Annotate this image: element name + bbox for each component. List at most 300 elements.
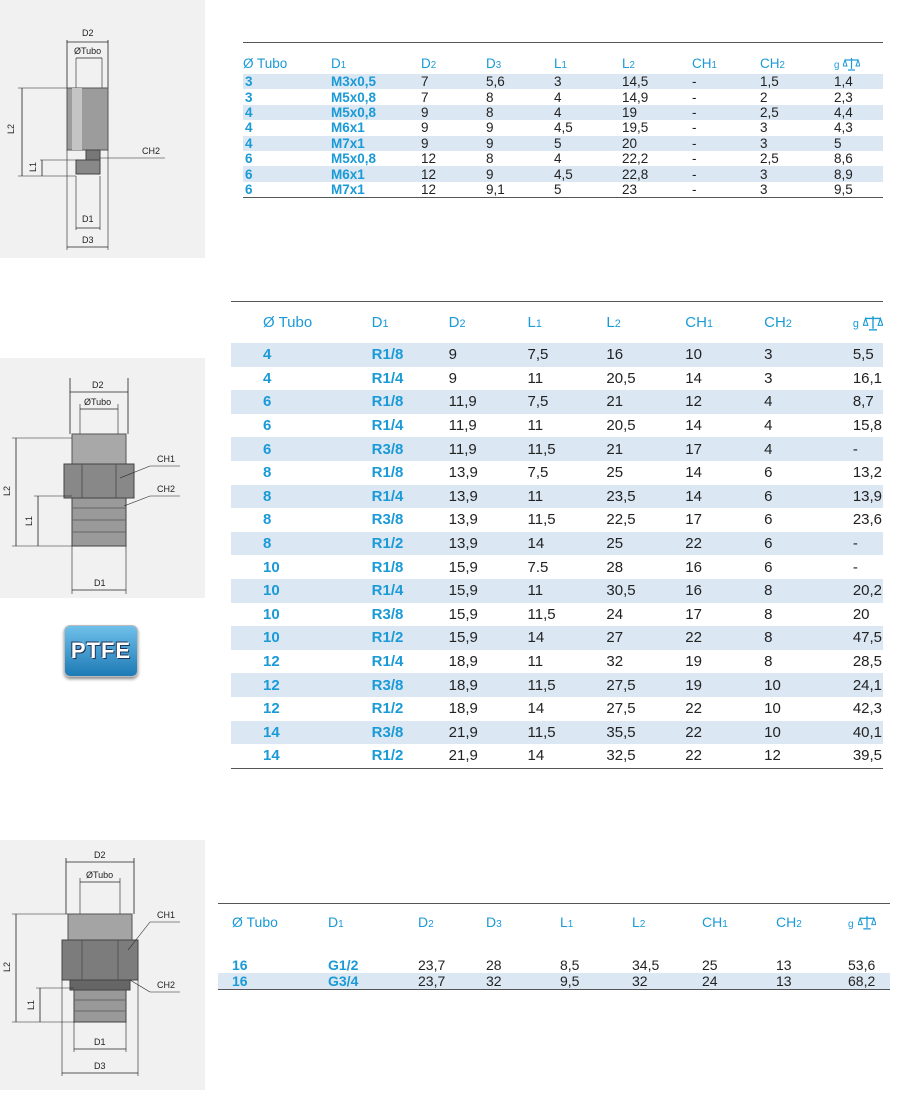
table-cell: M6x1 bbox=[331, 166, 421, 181]
spacer-row bbox=[218, 940, 890, 957]
col-header-l2: L2 bbox=[606, 302, 685, 344]
table-cell: 22 bbox=[685, 700, 702, 718]
table-cell: 4 bbox=[243, 105, 331, 120]
table-cell: R1/4 bbox=[372, 485, 449, 509]
col-header-d3: D3 bbox=[486, 43, 554, 75]
table-cell: 22,2 bbox=[622, 151, 649, 167]
table-cell: 12 bbox=[421, 151, 437, 167]
col-header-ch2: CH2 bbox=[760, 43, 834, 75]
table-cell: 4 bbox=[764, 417, 773, 435]
table-cell: 8 bbox=[764, 653, 773, 671]
table-header-row bbox=[231, 302, 883, 344]
table-cell: 16 bbox=[232, 957, 248, 973]
table-cell: 12 bbox=[685, 390, 764, 414]
table-cell: 13,9 bbox=[449, 532, 528, 556]
col-header-l2: L2 bbox=[622, 43, 692, 75]
table-cell: 6 bbox=[764, 532, 853, 556]
table-cell: 11,5 bbox=[528, 437, 607, 461]
table-cell: 8 bbox=[263, 511, 272, 529]
table-cell: 9 bbox=[449, 343, 528, 367]
col-header-l2: L2 bbox=[632, 904, 702, 941]
table-cell: 7 bbox=[421, 89, 429, 105]
table-cell: 7,5 bbox=[527, 464, 549, 482]
table-cell: - bbox=[692, 151, 697, 167]
col-header-l1: L1 bbox=[528, 302, 607, 344]
table-cell: - bbox=[692, 74, 760, 89]
col-header-weight: g bbox=[834, 43, 883, 75]
table-cell: 19,5 bbox=[622, 120, 649, 136]
table-cell: 4,4 bbox=[834, 105, 883, 120]
label-d1: D1 bbox=[94, 578, 106, 588]
table-row bbox=[243, 166, 883, 181]
fitting-diagram-3 bbox=[0, 840, 205, 1090]
table-cell: 9 bbox=[448, 369, 457, 387]
table-cell: 28,5 bbox=[852, 653, 883, 671]
col-header-d2: D2 bbox=[449, 302, 528, 344]
col-header-ch1: CH1 bbox=[685, 302, 764, 344]
table-cell: 23,7 bbox=[418, 973, 486, 990]
table-cell: 6 bbox=[243, 182, 331, 198]
table-cell: 12 bbox=[421, 182, 486, 198]
table-cell: 2,3 bbox=[834, 89, 853, 105]
label-d1: D1 bbox=[94, 1037, 106, 1047]
table-cell: 23,6 bbox=[852, 511, 883, 529]
table-cell: 4 bbox=[263, 369, 272, 387]
table-cell: 3 bbox=[764, 343, 853, 367]
col-header-tube: Ø Tubo bbox=[243, 43, 331, 75]
table-cell: - bbox=[692, 105, 760, 120]
table-cell: 27,5 bbox=[606, 700, 636, 718]
table-cell: 3 bbox=[760, 166, 834, 181]
table-cell: 27 bbox=[606, 626, 685, 650]
fitting-diagram-1 bbox=[0, 0, 205, 258]
table-cell: 4 bbox=[764, 437, 853, 461]
table-cell: 14 bbox=[685, 369, 702, 387]
table-cell: 28 bbox=[606, 558, 624, 576]
ptfe-badge bbox=[64, 625, 138, 677]
table-row bbox=[243, 89, 883, 104]
table-cell: 22 bbox=[685, 532, 764, 556]
table-cell: 18,9 bbox=[448, 653, 478, 671]
table-cell: 4,5 bbox=[554, 120, 573, 136]
table-cell: 47,5 bbox=[853, 626, 883, 650]
table-cell: 6 bbox=[231, 437, 372, 461]
table-cell: R1/8 bbox=[371, 464, 404, 482]
table-cell: 25 bbox=[606, 532, 685, 556]
label-d3: D3 bbox=[94, 1061, 106, 1071]
table-cell: 11,9 bbox=[449, 390, 528, 414]
table-cell: 20,2 bbox=[853, 579, 883, 603]
label-l2: L2 bbox=[2, 485, 12, 496]
table-cell: 25 bbox=[702, 957, 718, 973]
table-cell: 3 bbox=[554, 74, 622, 89]
table-cell: 3 bbox=[243, 74, 331, 89]
table-cell: 3 bbox=[760, 136, 834, 151]
table-cell: 30,5 bbox=[606, 579, 685, 603]
table-cell: R3/8 bbox=[372, 721, 449, 745]
table-cell: 16,1 bbox=[852, 369, 883, 387]
table-row bbox=[243, 74, 883, 89]
table-row bbox=[243, 136, 883, 151]
table-cell: 5,5 bbox=[853, 343, 883, 367]
table-cell: 9,5 bbox=[560, 973, 632, 990]
spec-table-1 bbox=[243, 42, 883, 198]
table-cell: 32 bbox=[606, 653, 624, 671]
table-cell: 14 bbox=[528, 532, 607, 556]
table-cell: 13,2 bbox=[852, 464, 883, 482]
table-cell: 2 bbox=[760, 89, 768, 105]
table-row bbox=[231, 721, 883, 745]
table-cell: 27,5 bbox=[606, 673, 685, 697]
table-cell: 6 bbox=[263, 417, 272, 435]
table-cell: 4 bbox=[554, 151, 562, 167]
table-cell: 24 bbox=[606, 605, 624, 623]
table-cell: 21 bbox=[606, 437, 685, 461]
col-header-tube: Ø Tubo bbox=[231, 302, 372, 344]
table-cell: 8,9 bbox=[834, 166, 883, 181]
table-cell: 11 bbox=[527, 653, 544, 671]
label-l1: L1 bbox=[28, 161, 38, 172]
table-cell: 9 bbox=[421, 105, 486, 120]
table-cell: 6 bbox=[231, 390, 372, 414]
table-cell: 4 bbox=[245, 120, 253, 136]
table-cell: 11,5 bbox=[528, 673, 607, 697]
table-row bbox=[243, 120, 883, 135]
table-cell: 11,9 bbox=[448, 417, 477, 435]
table-cell: 23,5 bbox=[606, 485, 685, 509]
table-cell: R1/2 bbox=[371, 700, 404, 718]
table-cell: 35,5 bbox=[606, 721, 685, 745]
label-d2: D2 bbox=[92, 380, 104, 390]
table-cell: - bbox=[692, 182, 760, 198]
table-cell: R3/8 bbox=[372, 437, 449, 461]
table-cell: 39,5 bbox=[853, 744, 883, 768]
table-cell: 12 bbox=[231, 673, 372, 697]
table-cell: 8,5 bbox=[560, 957, 580, 973]
table-cell: 53,6 bbox=[848, 957, 876, 973]
table-cell: 12 bbox=[263, 653, 280, 671]
table-cell: 8 bbox=[764, 579, 853, 603]
table-cell: 68,2 bbox=[848, 973, 890, 990]
table-cell: 12 bbox=[764, 744, 853, 768]
table-cell: 11,5 bbox=[528, 721, 607, 745]
table-cell: 17 bbox=[685, 511, 702, 529]
table-cell: 3 bbox=[245, 89, 253, 105]
label-d2: D2 bbox=[82, 28, 94, 38]
table-cell: 4,5 bbox=[554, 166, 622, 181]
table-cell: 2,5 bbox=[760, 105, 834, 120]
table-cell: 22,5 bbox=[606, 511, 636, 529]
table-cell: - bbox=[692, 120, 697, 136]
table-cell: 3 bbox=[760, 120, 768, 136]
table-cell: R1/4 bbox=[371, 369, 404, 387]
table-row bbox=[231, 579, 883, 603]
table-cell: 8 bbox=[764, 626, 853, 650]
table-cell: 9 bbox=[486, 136, 554, 151]
table-cell: 15,9 bbox=[448, 558, 478, 576]
table-cell: 14 bbox=[528, 626, 607, 650]
table-cell: M7x1 bbox=[331, 182, 421, 198]
table-row bbox=[231, 603, 883, 627]
col-header-l1: L1 bbox=[554, 43, 622, 75]
table-cell: 13 bbox=[776, 973, 848, 990]
table-cell: - bbox=[853, 437, 883, 461]
table-cell: R1/2 bbox=[372, 626, 449, 650]
table-cell: 10 bbox=[263, 558, 280, 576]
label-ch2: CH2 bbox=[142, 146, 161, 156]
table-cell: 20 bbox=[622, 136, 692, 151]
table-cell: 4 bbox=[554, 105, 622, 120]
label-ch2: CH2 bbox=[157, 980, 176, 990]
table-row bbox=[231, 485, 883, 509]
table-cell: 12 bbox=[263, 700, 280, 718]
table-cell: 4 bbox=[231, 343, 372, 367]
table-cell: M6x1 bbox=[331, 120, 365, 136]
table-cell: 14 bbox=[685, 417, 702, 435]
table-cell: 32 bbox=[486, 973, 560, 990]
table-cell: 10 bbox=[685, 343, 764, 367]
label-ch2: CH2 bbox=[157, 484, 176, 494]
table-cell: 16 bbox=[218, 973, 328, 990]
table-cell: 7 bbox=[421, 74, 486, 89]
col-header-ch2: CH2 bbox=[764, 302, 853, 344]
table-cell: 9 bbox=[421, 120, 429, 136]
table-cell: 15,9 bbox=[448, 605, 478, 623]
table-cell: 9 bbox=[486, 166, 554, 181]
col-header-ch1: CH1 bbox=[692, 43, 760, 75]
table-cell: 18,9 bbox=[448, 700, 478, 718]
table-cell: 11 bbox=[527, 369, 544, 387]
table-cell: 19 bbox=[685, 653, 702, 671]
table-cell: 10 bbox=[764, 700, 781, 718]
table-row bbox=[218, 957, 890, 973]
table-cell: 6 bbox=[245, 151, 253, 167]
table-row bbox=[231, 532, 883, 556]
table-cell: M3x0,5 bbox=[331, 74, 421, 89]
table-row bbox=[231, 414, 883, 438]
label-ch1: CH1 bbox=[157, 910, 176, 920]
table-cell: 6 bbox=[243, 166, 331, 181]
table-cell: G1/2 bbox=[328, 957, 359, 973]
table-cell: 13 bbox=[776, 957, 792, 973]
table-row bbox=[243, 182, 883, 198]
col-header-tube: Ø Tubo bbox=[218, 904, 328, 941]
table-cell: 3 bbox=[760, 182, 834, 198]
table-cell: 9 bbox=[421, 136, 486, 151]
table-cell: 11 bbox=[528, 485, 607, 509]
table-cell: 13,9 bbox=[853, 485, 883, 509]
col-header-d2: D2 bbox=[421, 43, 486, 75]
table-cell: 5 bbox=[834, 136, 883, 151]
label-tube-diameter: ØTubo bbox=[86, 870, 114, 880]
table-cell: 7,5 bbox=[528, 390, 607, 414]
table-cell: 25 bbox=[606, 464, 624, 482]
table-cell: 14 bbox=[231, 744, 372, 768]
table-cell: - bbox=[852, 558, 858, 576]
table-cell: 14 bbox=[685, 485, 764, 509]
table-cell: 40,1 bbox=[853, 721, 883, 745]
table-cell: R3/8 bbox=[371, 605, 404, 623]
table-cell: 11,9 bbox=[449, 437, 528, 461]
label-ch1: CH1 bbox=[157, 454, 176, 464]
table-cell: 42,3 bbox=[852, 700, 883, 718]
table-cell: 6 bbox=[764, 511, 773, 529]
label-l2: L2 bbox=[6, 123, 16, 134]
col-header-d1: D1 bbox=[331, 43, 421, 75]
table-cell: R3/8 bbox=[372, 673, 449, 697]
table-row bbox=[231, 626, 883, 650]
table-cell: 14 bbox=[528, 744, 607, 768]
table-cell: 5 bbox=[554, 136, 622, 151]
table-cell: 7,5 bbox=[528, 343, 607, 367]
table-cell: 21,9 bbox=[449, 721, 528, 745]
fitting-diagram-2 bbox=[0, 358, 205, 598]
table-row bbox=[231, 437, 883, 461]
table-row bbox=[231, 697, 883, 721]
table-cell: 15,9 bbox=[449, 626, 528, 650]
table-cell: 16 bbox=[685, 558, 702, 576]
table-header-row bbox=[218, 904, 890, 941]
table-row bbox=[231, 673, 883, 697]
table-cell: 1,4 bbox=[834, 74, 883, 89]
col-header-weight: g bbox=[853, 302, 883, 344]
table-cell: R1/8 bbox=[372, 390, 449, 414]
table-cell: 5,6 bbox=[486, 74, 554, 89]
table-cell: 3 bbox=[764, 369, 773, 387]
table-cell: 20,5 bbox=[606, 417, 636, 435]
table-cell: 8 bbox=[764, 605, 773, 623]
col-header-ch1: CH1 bbox=[702, 904, 776, 941]
table-cell: 8,7 bbox=[853, 390, 883, 414]
label-d3: D3 bbox=[82, 235, 94, 245]
table-cell: 4 bbox=[243, 136, 331, 151]
balance-scale-icon bbox=[843, 57, 860, 71]
table-cell: 22 bbox=[685, 721, 764, 745]
table-cell: 8 bbox=[486, 89, 494, 105]
table-cell: 13,9 bbox=[449, 485, 528, 509]
table-cell: 5 bbox=[554, 182, 622, 198]
table-cell: 8 bbox=[486, 105, 554, 120]
table-cell: M5x0,8 bbox=[331, 151, 377, 167]
table-cell: 14 bbox=[231, 721, 372, 745]
table-cell: 15,9 bbox=[449, 579, 528, 603]
table-header-row bbox=[243, 43, 883, 75]
table-cell: - bbox=[853, 532, 883, 556]
table-cell: 11 bbox=[528, 579, 607, 603]
table-row bbox=[231, 461, 883, 485]
table-cell: 20 bbox=[852, 605, 870, 623]
table-cell: 16 bbox=[685, 579, 764, 603]
label-d2: D2 bbox=[94, 850, 106, 860]
table-cell: R1/2 bbox=[372, 532, 449, 556]
table-cell: R1/4 bbox=[372, 579, 449, 603]
label-l1: L1 bbox=[26, 999, 36, 1010]
table-row bbox=[231, 390, 883, 414]
table-row bbox=[243, 151, 883, 166]
table-cell: 16 bbox=[606, 343, 685, 367]
table-row bbox=[218, 973, 890, 990]
table-cell: 10 bbox=[764, 721, 853, 745]
table-cell: M5x0,8 bbox=[331, 89, 377, 105]
balance-scale-icon bbox=[858, 915, 876, 930]
table-cell: 4 bbox=[554, 89, 562, 105]
table-cell: 28 bbox=[486, 957, 502, 973]
table-cell: 1,5 bbox=[760, 74, 834, 89]
table-cell: 8 bbox=[486, 151, 494, 167]
table-cell: 19 bbox=[622, 105, 692, 120]
table-cell: R1/4 bbox=[371, 417, 404, 435]
table-cell: 14 bbox=[527, 700, 545, 718]
col-header-d1: D1 bbox=[328, 904, 418, 941]
ptfe-badge-text: PTFE bbox=[70, 638, 132, 663]
table-cell: 19 bbox=[685, 673, 764, 697]
table-cell: 14,9 bbox=[622, 89, 649, 105]
table-cell: 6 bbox=[764, 464, 773, 482]
table-cell: M5x0,8 bbox=[331, 105, 421, 120]
table-cell: 10 bbox=[231, 626, 372, 650]
table-cell: 23 bbox=[622, 182, 692, 198]
table-cell: 2,5 bbox=[760, 151, 779, 167]
table-cell: 18,9 bbox=[449, 673, 528, 697]
table-cell: 10 bbox=[231, 579, 372, 603]
table-cell: 13,9 bbox=[448, 511, 478, 529]
label-l2: L2 bbox=[2, 961, 12, 972]
table-cell: 9 bbox=[486, 120, 494, 136]
table-cell: 10 bbox=[764, 673, 853, 697]
table-row bbox=[231, 343, 883, 367]
table-cell: 9,1 bbox=[486, 182, 554, 198]
table-row bbox=[231, 508, 883, 532]
table-cell: 23,7 bbox=[418, 957, 446, 973]
label-d1: D1 bbox=[82, 214, 94, 224]
spec-table-3 bbox=[218, 903, 890, 990]
table-cell: 15,8 bbox=[852, 417, 883, 435]
table-cell: - bbox=[692, 89, 697, 105]
table-row bbox=[231, 367, 883, 391]
table-cell: 24,1 bbox=[853, 673, 883, 697]
table-row bbox=[231, 744, 883, 768]
table-row bbox=[231, 650, 883, 674]
table-cell: 22 bbox=[685, 744, 764, 768]
table-cell: 4,3 bbox=[834, 120, 853, 136]
table-cell: 20,5 bbox=[606, 369, 636, 387]
table-cell: M7x1 bbox=[331, 136, 421, 151]
table-cell: R1/2 bbox=[372, 744, 449, 768]
table-cell: 10 bbox=[263, 605, 280, 623]
label-tube-diameter: ØTubo bbox=[84, 397, 112, 407]
label-tube-diameter: ØTubo bbox=[74, 46, 102, 56]
table-cell: 12 bbox=[421, 166, 486, 181]
label-l1: L1 bbox=[24, 515, 34, 526]
table-cell: 13,9 bbox=[448, 464, 478, 482]
balance-scale-icon bbox=[863, 315, 883, 331]
table-cell: R1/8 bbox=[371, 558, 404, 576]
table-cell: 14 bbox=[685, 464, 702, 482]
col-header-l1: L1 bbox=[560, 904, 632, 941]
table-cell: 22 bbox=[685, 626, 764, 650]
table-cell: R3/8 bbox=[371, 511, 404, 529]
table-cell: 17 bbox=[685, 437, 764, 461]
table-cell: 4 bbox=[764, 390, 853, 414]
table-cell: 11,5 bbox=[527, 605, 556, 623]
table-cell: 32,5 bbox=[606, 744, 685, 768]
col-header-ch2: CH2 bbox=[776, 904, 848, 941]
table-row bbox=[243, 105, 883, 120]
table-cell: 7.5 bbox=[527, 558, 549, 576]
col-header-d2: D2 bbox=[418, 904, 486, 941]
col-header-d3: D3 bbox=[486, 904, 560, 941]
table-cell: 34,5 bbox=[632, 957, 660, 973]
